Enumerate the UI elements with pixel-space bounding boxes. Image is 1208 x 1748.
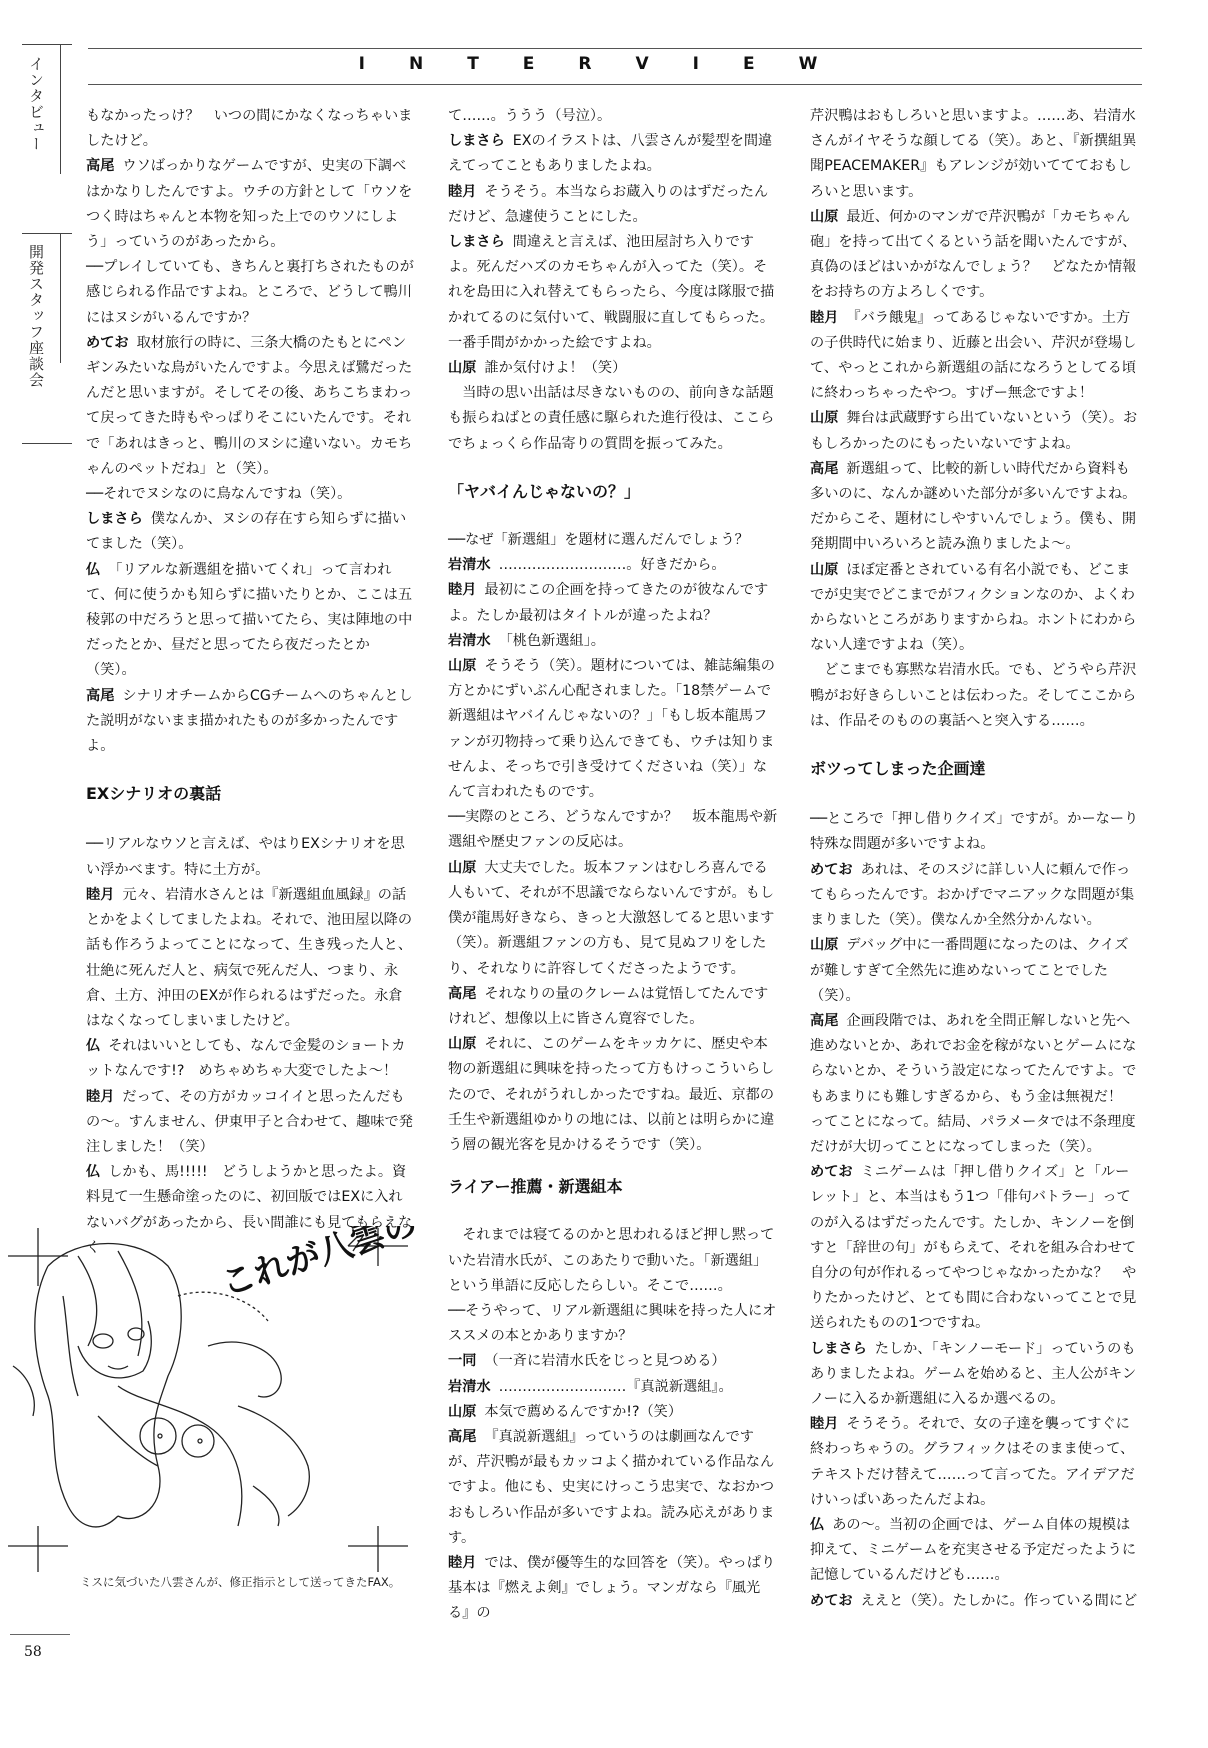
speaker-name: しまさら [448,234,505,251]
question-paragraph [810,807,1140,857]
paragraph-text: たしか、「キンノーモード」っていうのもありましたよね。ゲームを始めると、主人公がキンノーに入るか新選組に入るか選べるの。 [810,1340,1137,1407]
speaker-paragraph [810,457,1140,558]
paragraph-text: ──なぜ「新選組」を題材に選んだんでしょう？ [448,532,749,549]
paragraph-text: 大丈夫でした。坂本ファンはむしろ喜んでる人もいて、それが不思議でならないんですが。もし僕が龍馬好きなら、きっと大激怒してると思います（笑）。新選組ファンの方も、見て見ぬフリをしたり、それなりに許容してくださったようです。 [448,859,775,977]
paragraph-text: 最初にこの企画を持ってきたのが彼なんですよ。たしか最初はタイトルが違ったよね？ [448,582,769,624]
speaker-paragraph [448,1425,778,1551]
paragraph-text: ──それでヌシなのに鳥なんですね（笑）。 [86,486,352,503]
paragraph-text: デバッグ中に一番問題になったのは、クイズが難しすぎて全然先に進めないってことでした（笑）。 [810,937,1129,1004]
speaker-name: 睦月 [448,1554,477,1571]
question-paragraph [448,528,778,553]
speaker-paragraph [448,1349,778,1374]
speaker-paragraph [810,1412,1140,1513]
paragraph-text: 舞台は武蔵野すら出ていないという（笑）。おもしろかったのにもったいないですよね。 [810,410,1138,452]
speaker-name: 山原 [448,859,477,876]
paragraph-text: 元々、岩清水さんとは『新選組血風録』の話とかをよくしてましたよね。それで、池田屋以降の話も作ろうよってことになって、生き残った人と、壮絶に死んだ人と、病気で死んだ人、つまり、永倉、土方、沖田のEXが作られるはずだった。永倉はなくなってしまいましたけど。 [86,886,413,1029]
speaker-paragraph [448,129,778,179]
question-paragraph [86,832,416,882]
speaker-paragraph [86,1034,416,1084]
speaker-paragraph [448,1400,778,1425]
side-rule-top [22,44,72,45]
speaker-name: 山原 [448,1403,477,1420]
section-heading-ex-scenario: EXシナリオの裏話 [86,784,222,804]
speaker-paragraph [810,858,1140,934]
section-heading-yabai: 「ヤバイんじゃないの？」 [448,481,641,501]
paragraph-text: ──ところで「押し借りクイズ」ですが。かーなーり特殊な問題が多いですよね。 [810,811,1139,853]
speaker-paragraph [810,1009,1140,1160]
question-paragraph [810,104,1140,205]
speaker-name: 仏 [86,1164,101,1181]
fax-sketch-illustration [8,1226,418,1574]
speaker-paragraph [448,1551,778,1627]
speaker-paragraph [810,205,1140,306]
speaker-name: 睦月 [810,309,839,326]
speaker-name: 高尾 [810,460,839,477]
speaker-name: 山原 [810,208,839,225]
speaker-paragraph [448,230,778,356]
paragraph-text: ………………………『真説新選組』。 [498,1378,733,1395]
col3-block-a [810,104,1140,734]
paragraph-text: （一斉に岩清水氏をじっと見つめる） [484,1353,726,1370]
sketch-handwriting-main: これが八雲の修正です。 [216,1226,418,1305]
speaker-paragraph [448,578,778,628]
speaker-name: 岩清水 [448,632,491,649]
speaker-name: 山原 [448,658,477,675]
speaker-name: しまさら [86,511,143,528]
question-paragraph [448,1299,778,1349]
paragraph-text: 誰か気付けよ！（笑） [484,360,627,377]
speaker-name: 睦月 [810,1416,839,1433]
speaker-paragraph [86,1085,416,1161]
paragraph-text: 『真説新選組』っていうのは劇画なんですが、芹沢鴨が最もカッコよく描かれている作品なんですよ。他にも、史実にけっこう忠実で、なおかつおもしろい作品が多いですよね。読み応えがあります。 [448,1428,775,1546]
paragraph-text: それまでは寝てるのかと思われるほど押し黙っていた岩清水氏が、このあたりで動いた。「新選組」という単語に反応したらしい。そこで……。 [448,1227,775,1294]
speaker-name: 山原 [448,360,477,377]
paragraph-text: そうそう。本当ならお蔵入りのはずだったんだけど、急遽使うことにした。 [448,183,769,225]
paragraph-text: それはいいとしても、なんで金髪のショートカットなんです!? めちゃめちゃ大変でしたよ〜！ [86,1038,406,1080]
speaker-paragraph [448,553,778,578]
paragraph-text: ──実際のところ、どうなんですか？ 坂本龍馬や新選組や歴史ファンの反応は。 [448,809,778,851]
speaker-paragraph [448,629,778,654]
speaker-paragraph [448,982,778,1032]
paragraph-text: あれは、そのスジに詳しい人に頼んで作ってもらったんです。おかげでマニアックな問題が集まりました（笑）。僕なんか全然分かんない。 [810,861,1135,929]
speaker-paragraph [86,331,416,482]
speaker-paragraph [810,1513,1140,1589]
speaker-name: 仏 [86,1038,101,1055]
col2-block-a [448,104,778,457]
page-title: INTERVIEW [358,54,862,74]
speaker-name: 仏 [810,1516,825,1533]
lead-paragraph [810,658,1140,734]
paragraph-text: ええと（笑）。たしかに。作っている間にど [860,1592,1138,1609]
speaker-name: 高尾 [448,985,477,1002]
speaker-paragraph [86,883,416,1034]
paragraph-text: ………………………。好きだから。 [498,557,726,574]
side-rule-mid [22,233,72,234]
speaker-name: しまさら [810,1340,867,1357]
speaker-name: 山原 [810,561,839,578]
side-vertical-rule-2 [60,233,61,363]
speaker-paragraph [86,154,416,255]
header-rule-top [88,48,1142,49]
header-rule-bottom [88,84,1142,85]
speaker-paragraph [810,406,1140,456]
speaker-paragraph [86,507,416,557]
paragraph-text: EXのイラストは、八雲さんが髪型を間違えてってこともありましたよね。 [448,133,773,175]
paragraph-text: しかも、馬!!!!! どうしようかと思ったよ。資料見て一生懸命塗ったのに、初回版ではEXに入れないバグがあったから、長い間誰にも見てもらえなく [86,1164,413,1256]
speaker-name: 岩清水 [448,557,491,574]
speaker-name: 睦月 [86,886,115,903]
paragraph-text: 新選組って、比較的新しい時代だから資料も多いのに、なんか謎めいた部分が多いんですよね。だからこそ、題材にしやすいんでしょう。僕も、開発期間中いろいろと読み漁りましたよ〜。 [810,460,1137,553]
speaker-name: めてお [810,1592,853,1609]
page-number: 58 [24,1644,42,1660]
col2-block-c [448,1223,778,1626]
paragraph-text: シナリオチームからCGチームへのちゃんとした説明がないまま描かれたものが多かったんですよ。 [86,687,413,755]
paragraph-text: 間違えと言えば、池田屋討ち入りですよ。死んだハズのカモちゃんが入ってた（笑）。それを島田に入れ替えてもらったら、今度は隊服で描かれてるのに気付いて、戦闘服に直してもらった。一番手間がかかった絵ですよね。 [448,234,775,351]
speaker-name: 仏 [86,561,101,578]
paragraph-text: ──プレイしていても、きちんと裏打ちされたものが感じられる作品ですよね。ところで、どうして鴨川にはヌシがいるんですか？ [86,259,414,326]
paragraph-text: 「リアルな新選組を描いてくれ」って言われて、何に使うかも知らずに描いたりとか、ここは五稜郭の中だろうと思って描いてたら、実は陣地の中だったとか、昼だと思ってたら夜だったとか（笑）。 [86,561,413,679]
speaker-paragraph [810,306,1140,407]
text-column-3 [810,104,1140,1614]
question-paragraph [448,805,778,855]
paragraph-text: 本気で薦めるんですか!?（笑） [484,1403,683,1420]
sketch-drawing [8,1226,418,1574]
question-paragraph [86,104,416,154]
speaker-name: 山原 [810,937,839,954]
speaker-name: 山原 [448,1036,477,1053]
speaker-name: 高尾 [448,1428,477,1445]
paragraph-text: そうそう（笑）。題材については、雑誌編集の方とかにずいぶん心配されました。「18禁ゲームで新選組はヤバイんじゃないの？」「もし坂本龍馬ファンが刃物持って乗り込んできても、ウチは知りませんよ、そっちで引き受けてくださいね（笑）」なんて言われたものです。 [448,658,775,801]
paragraph-text: 芹沢鴨はおもしろいと思いますよ。……あ、岩清水さんがイヤそうな顔してる（笑）。あと、『新撰組異聞PEACEMAKER』もアレンジが効いててておもしろいと思います。 [810,108,1137,200]
speaker-name: 睦月 [86,1088,115,1105]
text-column-2 [448,104,778,1627]
speaker-paragraph [86,558,416,684]
illustration-caption: ミスに気づいた八雲さんが、修正指示として送ってきたFAX。 [80,1575,401,1589]
speaker-paragraph [448,356,778,381]
question-paragraph [86,255,416,331]
paragraph-text: それに、このゲームをキッカケに、歴史や本物の新選組に興味を持ったって方もけっこういらしたので、それがうれしかったですね。最近、京都の壬生や新選組ゆかりの地には、以前とは明らかに違う層の観光客を見かけるそうです（笑）。 [448,1036,775,1153]
side-tab-interview: インタビュー [27,56,45,152]
speaker-name: 高尾 [86,687,115,704]
page-number-rule [10,1634,70,1635]
speaker-name: めてお [86,334,129,351]
question-paragraph [86,482,416,507]
paragraph-text: ──リアルなウソと言えば、やはりEXシナリオを思い浮かべます。特に土方が。 [86,836,405,878]
speaker-name: 高尾 [810,1012,839,1029]
speaker-name: 岩清水 [448,1378,491,1395]
paragraph-text: どこまでも寡黙な岩清水氏。でも、どうやら芹沢鴨がお好きらしいことは伝わった。そしてここからは、作品そのものの裏話へと突入する……。 [810,662,1137,729]
paragraph-text: て……。ううう（号泣）。 [448,108,612,124]
paragraph-text: ウソばっかりなゲームですが、史実の下調べはかなりしたんですよ。ウチの方針として「ウソをつく時はちゃんと本物を知った上でのウソにしよう」っていうのがあったから。 [86,158,413,251]
paragraph-text: だって、その方がカッコイイと思ったんだもの〜。すんません、伊東甲子と合わせて、趣味で発注しました！（笑） [86,1088,413,1155]
speaker-paragraph [810,1160,1140,1336]
speaker-name: 睦月 [448,183,477,200]
paragraph-text: 最近、何かのマンガで芹沢鴨が「カモちゃん砲」を持って出てくるという話を聞いたんですが、真偽のほどはいかがなんでしょう？ どなたか情報をお持ちの方よろしくです。 [810,208,1137,301]
paragraph-text: 企画段階では、あれを全問正解しないと先へ進めないとか、あれでお金を稼がないとゲームにならないとか、そういう設定になってたんですよ。でもあまりにも難しすぎるから、もう金は無視だ！ ってことになって。結局、パラメータでは不条理度だけが大切ってことになってしまった（笑）。 [810,1012,1137,1155]
paragraph-text: 僕なんか、ヌシの存在すら知らずに描いてました（笑）。 [86,511,407,553]
col1-block-a [86,104,416,759]
speaker-name: 山原 [810,410,839,427]
speaker-name: めてお [810,1164,853,1181]
paragraph-text: ミニゲームは「押し借りクイズ」と「ルーレット」と、本当はもう1つ「俳句バトラー」ってのが入るはずだったんです。たしか、キンノーを倒すと「辞世の句」がもらえて、それを組み合わせて自分の句が作れるってやつじゃなかったかな？ やりたかったけど、とても間に合わないってことで見送られたものの1つですね。 [810,1164,1137,1332]
col2-block-b [448,528,778,1158]
speaker-paragraph [448,180,778,230]
speaker-name: 一同 [448,1353,477,1370]
speaker-paragraph [86,684,416,760]
speaker-paragraph [448,654,778,805]
paragraph-text: 「桃色新選組」。 [498,632,605,649]
speaker-paragraph [810,558,1140,659]
paragraph-text: 『バラ餓鬼』ってあるじゃないですか。土方の子供時代に始まり、近藤と出会い、芹沢が登場して、やっとこれから新選組の話になろうとしてる頃に終わっちゃったやつ。すげー無念ですよ！ [810,309,1137,402]
side-tab-staff-talk: 開発スタッフ座談会 [27,244,45,388]
section-heading-book: ライアー推薦・新選組本 [448,1177,623,1197]
paragraph-text: そうそう。それで、女の子達を襲ってすぐに終わっちゃうの。グラフィックはそのまま使って、テキストだけ替えて……って言ってた。アイデアだけいっぱいあったんだよね。 [810,1416,1135,1508]
paragraph-text: 当時の思い出話は尽きないものの、前向きな話題も振らねばとの責任感に駆られた進行役は、ここらでちょっくら作品寄りの質問を振ってみた。 [448,385,775,452]
speaker-paragraph [448,856,778,982]
speaker-name: めてお [810,861,853,878]
speaker-paragraph [448,1375,778,1400]
paragraph-text: それなりの量のクレームは覚悟してたんですけれど、想像以上に皆さん寛容でした。 [448,985,769,1027]
paragraph-text: もなかったっけ？ いつの間にかなくなっちゃいましたけど。 [86,108,413,150]
col3-block-b [810,807,1140,1614]
side-vertical-rule-1 [60,44,61,174]
paragraph-text: では、僕が優等生的な回答を（笑）。やっぱり基本は『燃えよ剣』でしょう。マンガなら『風光る』の [448,1554,776,1622]
text-column-1 [86,104,416,1261]
speaker-name: 高尾 [86,158,115,175]
lead-paragraph [448,1223,778,1299]
question-paragraph [448,104,778,129]
side-rule-bottom [22,443,72,444]
paragraph-text: 取材旅行の時に、三条大橋のたもとにペンギンみたいな鳥がいたんですよ。今思えば鷺だったんだと思いますが。そしてその後、あちこちまわって戻ってきた時もやっぱりそこにいたんです。それで「あれはきっと、鴨川のヌシに違いない。カモちゃんのペットだね」と（笑）。 [86,334,413,477]
speaker-name: しまさら [448,133,505,150]
section-heading-cancelled: ボツってしまった企画達 [810,759,986,779]
speaker-paragraph [810,1589,1140,1614]
col1-block-b [86,832,416,1260]
speaker-paragraph [810,933,1140,1009]
speaker-name: 睦月 [448,582,477,599]
speaker-paragraph [448,1032,778,1158]
paragraph-text: ──そうやって、リアル新選組に興味を持った人にオススメの本とかありますか？ [448,1302,777,1345]
paragraph-text: あの〜。当初の企画では、ゲーム自体の規模は抑えて、ミニゲームを充実させる予定だったように記憶しているんだけども……。 [810,1516,1137,1584]
speaker-paragraph [810,1337,1140,1413]
paragraph-text: ほぼ定番とされている有名小説でも、どこまでが史実でどこまでがフィクションなのか、よくわからないところがありますからね。ホントにわからない人達ですよね（笑）。 [810,561,1137,654]
lead-paragraph [448,381,778,457]
